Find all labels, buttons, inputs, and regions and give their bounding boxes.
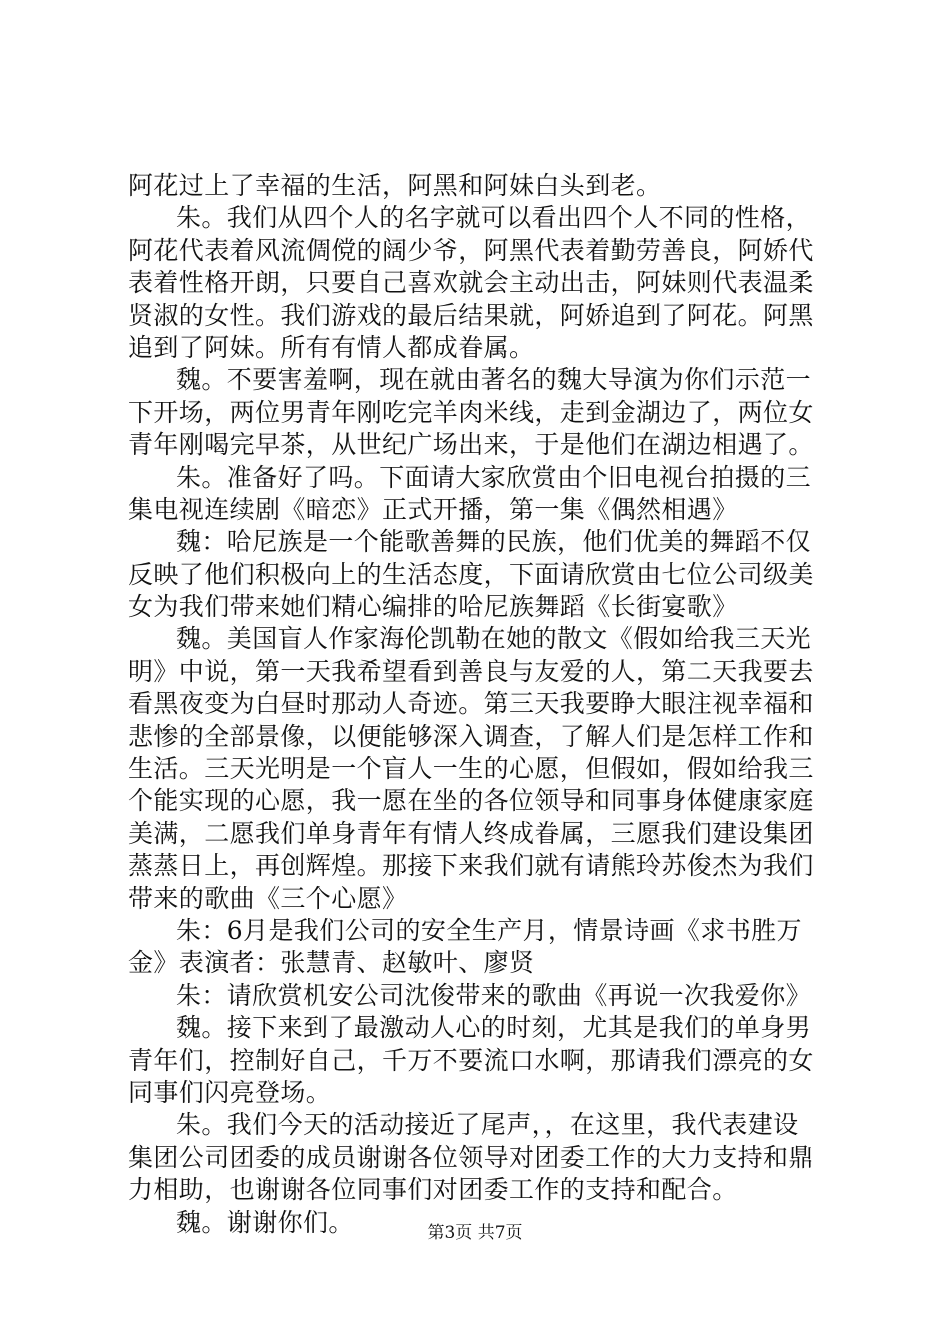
text-line: 贤淑的女性。我们游戏的最后结果就，阿娇追到了阿花。阿黑: [128, 300, 814, 330]
text-line: 生活。三天光明是一个盲人一生的心愿，但假如，假如给我三: [128, 754, 814, 784]
page-footer: 第3页 共7页: [427, 1223, 523, 1243]
text-line: 金》表演者：张慧青、赵敏叶、廖贤: [128, 948, 535, 978]
text-line: 魏。不要害羞啊，现在就由著名的魏大导演为你们示范一: [176, 365, 812, 395]
text-line: 集电视连续剧《暗恋》正式开播，第一集《偶然相遇》: [128, 494, 738, 524]
text-line: 魏：哈尼族是一个能歌善舞的民族，他们优美的舞蹈不仅: [176, 527, 812, 557]
text-line: 美满，二愿我们单身青年有情人终成眷属，三愿我们建设集团: [128, 818, 814, 848]
text-line: 蒸蒸日上，再创辉煌。那接下来我们就有请熊玲苏俊杰为我们: [128, 851, 814, 881]
text-line: 集团公司团委的成员谢谢各位领导对团委工作的大力支持和鼎: [128, 1142, 814, 1172]
text-line: 青年刚喝完早茶，从世纪广场出来，于是他们在湖边相遇了。: [128, 430, 814, 460]
text-line: 带来的歌曲《三个心愿》: [128, 883, 408, 913]
text-line: 表着性格开朗，只要自己喜欢就会主动出击，阿妹则代表温柔: [128, 268, 814, 298]
text-line: 阿花过上了幸福的生活，阿黑和阿妹白头到老。: [128, 171, 662, 200]
text-line: 女为我们带来她们精心编排的哈尼族舞蹈《长街宴歌》: [128, 592, 738, 622]
text-line: 力相助，也谢谢各位同事们对团委工作的支持和配合。: [128, 1175, 738, 1205]
text-line: 阿花代表着风流倜傥的阔少爷，阿黑代表着勤劳善良，阿娇代: [128, 235, 814, 265]
text-line: 明》中说，第一天我希望看到善良与友爱的人，第二天我要去: [128, 656, 814, 686]
text-line: 追到了阿妹。所有有情人都成眷属。: [128, 332, 535, 362]
text-line: 朱。准备好了吗。下面请大家欣赏由个旧电视台拍摄的三: [176, 462, 812, 492]
text-line: 魏。美国盲人作家海伦凯勒在她的散文《假如给我三天光: [176, 624, 812, 654]
text-line: 朱：6月是我们公司的安全生产月，情景诗画《求书胜万: [176, 915, 802, 945]
text-line: 魏。谢谢你们。: [176, 1207, 354, 1237]
text-line: 朱。我们从四个人的名字就可以看出四个人不同的性格，: [176, 203, 812, 233]
text-line: 朱：请欣赏机安公司沈俊带来的歌曲《再说一次我爱你》: [176, 980, 812, 1010]
text-line: 青年们，控制好自己，千万不要流口水啊，那请我们漂亮的女: [128, 1045, 814, 1075]
text-line: 同事们闪亮登场。: [128, 1077, 332, 1107]
text-line: 看黑夜变为白昼时那动人奇迹。第三天我要睁大眼注视幸福和: [128, 689, 814, 719]
text-line: 下开场，两位男青年刚吃完羊肉米线，走到金湖边了，两位女: [128, 397, 814, 427]
document-body: [128, 170, 828, 1239]
text-line: 反映了他们积极向上的生活态度，下面请欣赏由七位公司级美: [128, 559, 814, 589]
text-line: 个能实现的心愿，我一愿在坐的各位领导和同事身体健康家庭: [128, 786, 814, 816]
text-line: 魏。接下来到了最激动人心的时刻，尤其是我们的单身男: [176, 1013, 812, 1043]
text-line: 朱。我们今天的活动接近了尾声，，在这里，我代表建设: [176, 1110, 799, 1140]
text-line: 悲惨的全部景像，以便能够深入调查，了解人们是怎样工作和: [128, 721, 814, 751]
